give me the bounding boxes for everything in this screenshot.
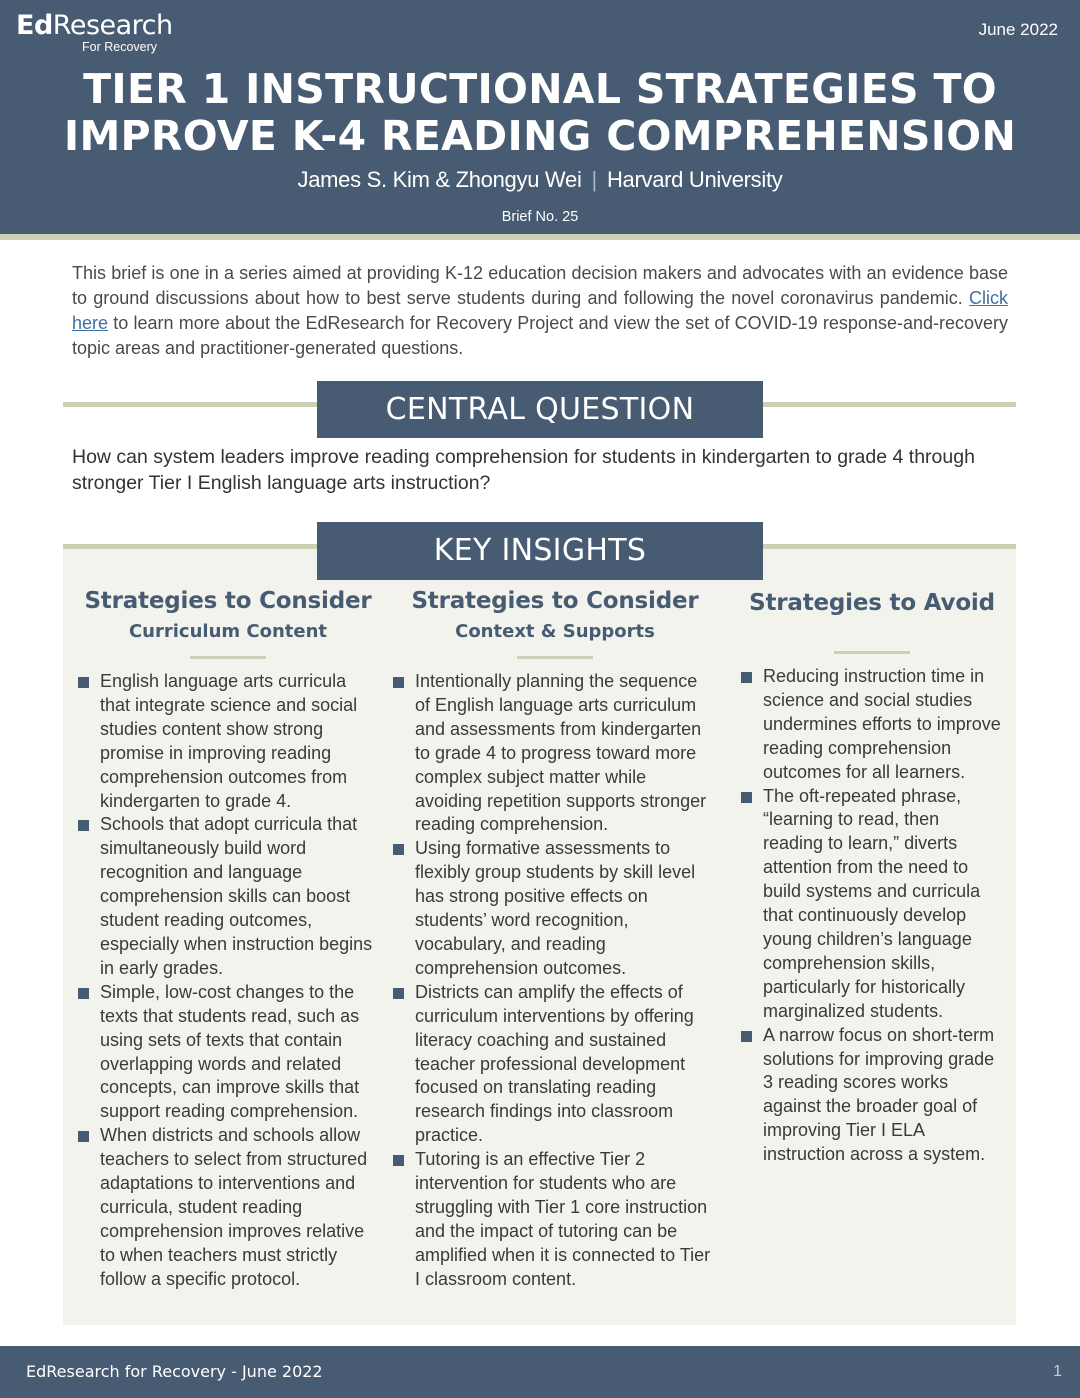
square-bullet-icon xyxy=(78,820,89,831)
footer-bar xyxy=(0,1346,1080,1398)
title-line-1: TIER 1 INSTRUCTIONAL STRATEGIES TO xyxy=(83,65,997,113)
strategy-list xyxy=(78,670,378,1292)
list-item: Reducing instruction time in science and social studies undermines efforts to improve reading comprehension outcomes for all learners. xyxy=(741,665,1003,785)
square-bullet-icon xyxy=(741,672,752,683)
authors: James S. Kim & Zhongyu Wei xyxy=(297,167,582,192)
page-number: 1 xyxy=(1053,1363,1062,1380)
page-title xyxy=(0,66,1080,160)
column-curriculum-content xyxy=(78,588,378,1292)
logo-subtitle: For Recovery xyxy=(82,40,158,54)
header-banner xyxy=(0,0,1080,234)
list-item: Schools that adopt curricula that simultaneously build word recognition and language comprehension skills can boost student reading outcomes, especially when instruction begins in early grades. xyxy=(78,813,378,980)
list-item: Simple, low-cost changes to the texts that students read, such as using sets of texts that contain overlapping words and related concepts, can improve skills that support reading comprehension. xyxy=(78,981,378,1124)
strategy-list xyxy=(741,665,1003,1167)
column-title: Strategies to Consider xyxy=(84,588,372,614)
institution: Harvard University xyxy=(606,167,783,192)
list-item: English language arts curricula that integrate science and social studies content show strong promise in improving reading comprehension outcomes from kindergarten to grade 4. xyxy=(78,670,378,813)
column-rule xyxy=(190,656,266,659)
square-bullet-icon xyxy=(393,844,404,855)
square-bullet-icon xyxy=(78,988,89,999)
column-title: Strategies to Avoid xyxy=(749,590,995,616)
column-context-supports xyxy=(393,588,717,1292)
column-rule xyxy=(834,651,910,654)
list-item: When districts and schools allow teachers to select from structured adaptations to interventions and curricula, student reading comprehension improves relative to when teachers must strictly follow a specific protocol. xyxy=(78,1124,378,1291)
list-item: Intentionally planning the sequence of English language arts curriculum and assessments from kindergarten to grade 4 to progress toward more complex subject matter while avoiding repetition supports stronger reading comprehension. xyxy=(393,670,717,837)
intro-text-2: to learn more about the EdResearch for Recovery Project and view the set of COVID-19 response-and-recovery topic areas and practitioner-generated questions. xyxy=(72,313,1008,358)
list-item: The oft-repeated phrase, “learning to read, then reading to learn,” diverts attention from the need to build systems and curricula that continuously develop young children’s language comprehension skills, particularly for historically marginalized students. xyxy=(741,785,1003,1024)
list-item: Using formative assessments to flexibly group students by skill level has strong positive effects on students’ word recognition, vocabulary, and reading comprehension outcomes. xyxy=(393,837,717,980)
square-bullet-icon xyxy=(393,677,404,688)
square-bullet-icon xyxy=(741,1031,752,1042)
square-bullet-icon xyxy=(78,677,89,688)
key-insights-heading: KEY INSIGHTS xyxy=(317,522,763,580)
logo-wordmark: EdResearch xyxy=(16,10,173,41)
column-title: Strategies to Consider xyxy=(411,588,699,614)
intro-text-1: This brief is one in a series aimed at providing K-12 education decision makers and advocates with an evidence base to ground discussions about how to best serve students during and following the novel coronavirus pandemic. xyxy=(72,263,1008,308)
separator: | xyxy=(591,167,597,192)
click-here-link[interactable]: Click here xyxy=(72,288,1008,333)
strategy-list xyxy=(393,670,717,1292)
list-item: A narrow focus on short-term solutions for improving grade 3 reading scores works against the broader goal of improving Tier I ELA instruction across a system. xyxy=(741,1024,1003,1167)
square-bullet-icon xyxy=(78,1131,89,1142)
square-bullet-icon xyxy=(741,792,752,803)
brief-number: Brief No. 25 xyxy=(501,209,579,225)
central-question-heading: CENTRAL QUESTION xyxy=(317,381,763,438)
footer-text: EdResearch for Recovery - June 2022 xyxy=(26,1362,323,1381)
column-subtitle: Curriculum Content xyxy=(128,621,328,642)
square-bullet-icon xyxy=(393,988,404,999)
column-rule xyxy=(517,656,593,659)
authors-line xyxy=(0,167,1080,193)
column-strategies-to-avoid xyxy=(741,588,1003,1167)
list-item: Districts can amplify the effects of curriculum interventions by offering literacy coaching and sustained teacher professional development focused on translating reading research findings into classroom practice. xyxy=(393,981,717,1148)
edresearch-logo xyxy=(16,10,173,54)
title-line-2: IMPROVE K-4 READING COMPREHENSION xyxy=(63,112,1017,160)
list-item: Tutoring is an effective Tier 2 intervention for students who are struggling with Tier 1 core instruction and the impact of tutoring can be amplified when it is connected to Tier I classroom content. xyxy=(393,1148,717,1291)
publication-date: June 2022 xyxy=(978,20,1058,39)
column-subtitle: Context & Supports xyxy=(455,621,655,642)
square-bullet-icon xyxy=(393,1155,404,1166)
header-divider xyxy=(0,234,1080,240)
central-question-text: How can system leaders improve reading comprehension for students in kindergarten to grade 4 through stronger Tier I English language arts instruction? xyxy=(72,446,975,494)
intro-paragraph xyxy=(72,261,1008,361)
